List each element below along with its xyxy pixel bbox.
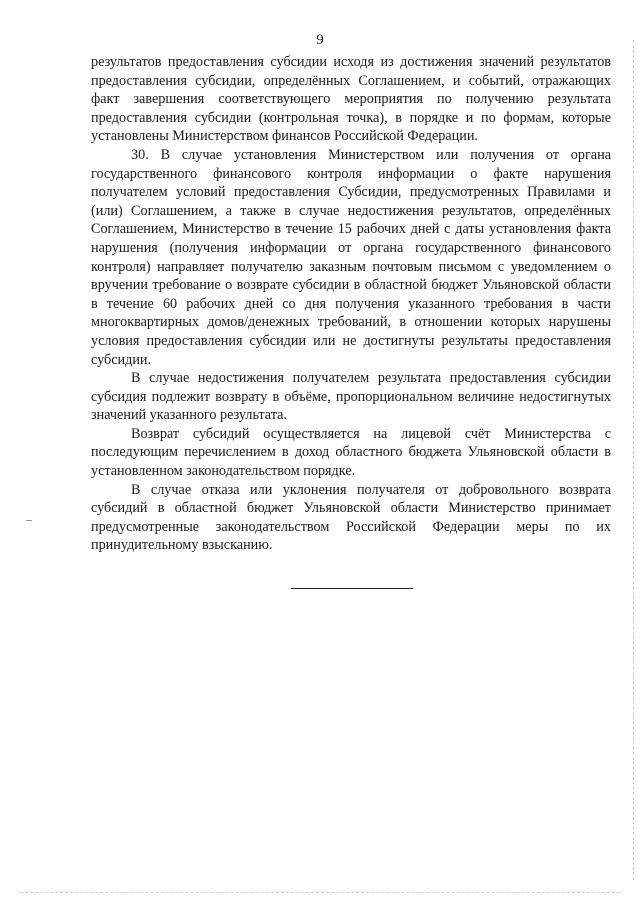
paragraph-forced-recovery: В случае отказа или уклонения получателя от добровольного возврата субсидий в областной бюджет Ульяновской области Министерство принимает предусмотренные законодательством Российской Федерации меры по их принудительному взысканию. [91,481,611,554]
scan-edge-bottom [20,892,620,893]
paragraph-clause-30: 30. В случае установления Министерством или получения от органа государственного финансового контроля информации о факте нарушения получателем условий предоставления Субсидии, предусмотренных Правилами и (или) Соглашением, а также в случае недостижения результатов, определённых Соглашением, Министерство в течение 15 рабочих дней с даты установления факта нарушения (получения информации от органа государственного финансового контроля) направляет получателю заказным почтовым письмом с уведомлением о вручении требование о возврате субсидии в областной бюджет Ульяновской области в течение 60 рабочих дней со дня получения указанного требования в части многоквартирных домов/денежных требований, в отношении которых нарушены условия предоставления субсидии или не достигнуты результаты предоставления субсидии. [91,146,611,368]
paragraph-continuation: результатов предоставления субсидии исходя из достижения значений результатов предоставления субсидии, определённых Соглашением, и событий, отражающих факт завершения соответствующего мероприятия по получению результата предоставления субсидии (контрольная точка), в порядке и по формам, которые установлены Министерством финансов Российской Федерации. [91,54,611,145]
end-separator-line [291,588,413,589]
document-body [91,53,611,555]
paragraph-proportional-return: В случае недостижения получателем результата предоставления субсидии субсидия подлежит возврату в объёме, пропорциональном величине недостигнутых значений указанного результата. [91,370,611,424]
scan-edge-right [632,40,634,880]
scan-mark-left [26,520,32,521]
paragraph-return-account: Возврат субсидий осуществляется на лицевой счёт Министерства с последующим перечислением в доход областного бюджета Ульяновской области в установленном законодательством порядке. [91,425,611,480]
page-number: 9 [316,32,324,48]
